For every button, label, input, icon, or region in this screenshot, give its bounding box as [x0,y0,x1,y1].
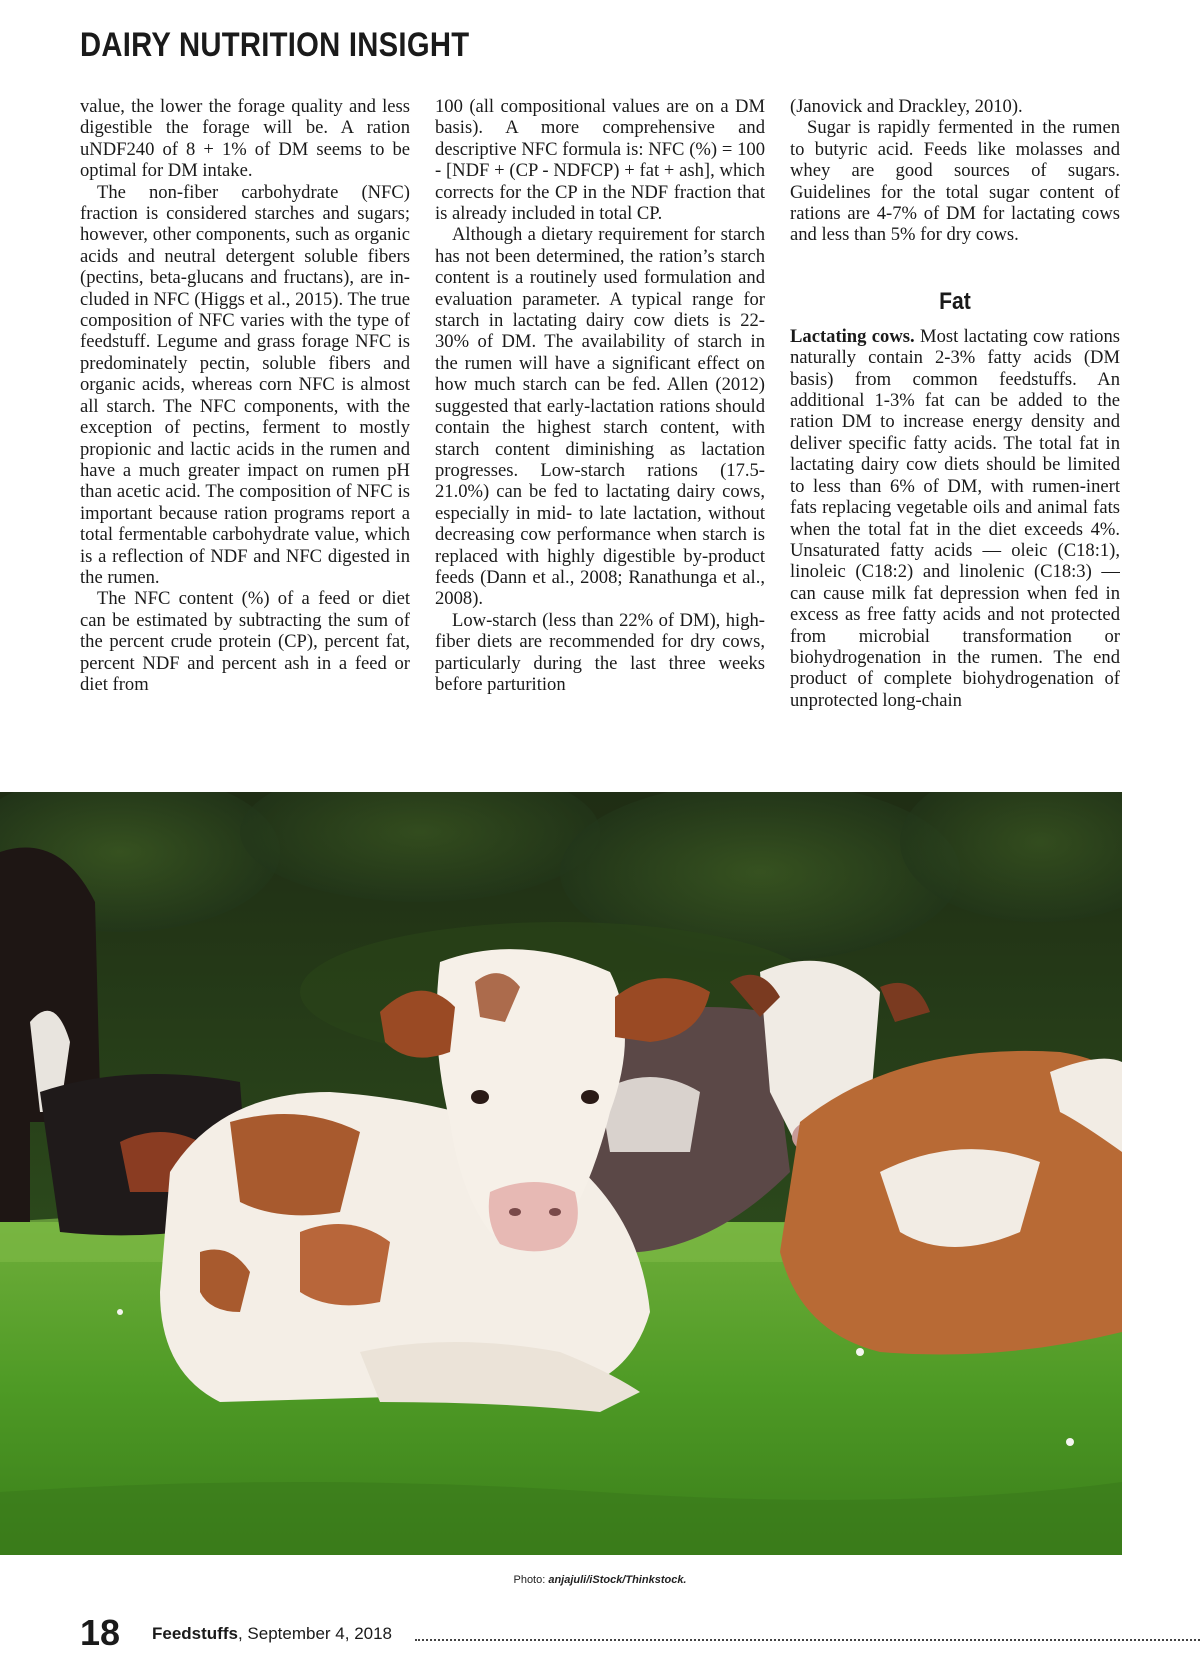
lactating-cows-lead: Lactating cows. [790,325,915,347]
fat-paragraph-text: Most lactating cow rations naturally contain 2-3% fatty acids (DM basis) from common feedstuffs. An additional 1-3% fat can be added to the ration DM to increase energy density and deliver specific fatty acids. The total fat in lactating dairy cow diets should be limited to less than 6% of DM, with rumen-inert fats replacing vegetable oils and animal fats when the total fat in the diet exceeds 4%. Unsaturated fatty acids — oleic (C18:1), linoleic (C18:2) and linolenic (C18:3) — can cause milk fat depression when fed in excess as free fatty acids and not protected from microbial transformation or biohydrogenation in the rumen. The end product of complete biohydrogenation of unprotected long-chain [790,325,1120,711]
dotted-leader [415,1639,1200,1641]
fat-paragraph [790,326,1120,711]
photo-credit-source: anjajuli/iStock/Thinkstock. [548,1574,687,1586]
paragraph: 100 (all compositional values are on a DM basis). A more comprehensive and descriptive NFC formula is: NFC (%) = 100 - [NDF + (CP - NDFCP) + fat + ash], which corrects for the CP in the NDF fraction that is already included in total CP. [435,96,765,225]
section-title: DAIRY NUTRITION INSIGHT [80,26,470,64]
issue-date: , September 4, 2018 [237,1624,393,1643]
paragraph: Low-starch (less than 22% of DM), high-fiber diets are recommended for dry cows, particularly during the last three weeks before parturition [435,609,765,695]
column-1 [80,96,410,780]
column-3 [790,96,1120,780]
paragraph: The non-fiber carbohydrate (NFC) fraction is considered starches and sugars; however, other components, such as organic acids and neutral detergent soluble fibers (pectins, beta-glucans and fructans), are included in NFC (Higgs et al., 2015). The true composition of NFC varies with the type of feedstuff. Legume and grass forage NFC is predominately pectin, soluble fibers and organic acids, whereas corn NFC is almost all starch. The NFC components, with the exception of pectins, ferment to mostly propionic and lactic acids in the rumen and have a much greater impact on rumen pH than acetic acid. The composition of NFC is important because ration programs report a total fermentable carbohydrate value, which is a reflection of NDF and NFC digested in the rumen. [80,181,410,588]
page-footer [80,1610,1200,1656]
paragraph: Sugar is rapidly fermented in the rumen to butyric acid. Feeds like molasses and whey are good sources of sugars. Guidelines for the total sugar content of rations are 4-7% of DM for lactating cows and less than 5% for dry cows. [790,117,1120,246]
paragraph: The NFC content (%) of a feed or diet can be estimated by subtracting the sum of the percent crude protein (CP), percent fat, percent NDF and percent ash in a feed or diet from [80,588,410,695]
paragraph: value, the lower the forage quality and less digestible the forage will be. A ration uNDF240 of 8 + 1% of DM seems to be optimal for DM intake. [80,96,410,182]
page-number: 18 [80,1612,121,1653]
photo-credit [0,1574,1200,1586]
article-body [80,96,1120,780]
cows-in-pasture-illustration [0,792,1122,1555]
publication-name: Feedstuffs [152,1624,238,1643]
paragraph: Although a dietary requirement for starch has not been determined, the ration’s starch content is a routinely used formulation and evaluation parameter. A typical range for starch in lactating dairy cow diets is 22-30% of DM. The availability of starch in the rumen will have a significant effect on how much starch can be fed. Allen (2012) suggested that early-lactation rations should contain the highest starch content, with starch content diminishing as lactation progresses. Low-starch rations (17.5-21.0%) can be fed to lactating dairy cows, especially in mid- to late lactation, without decreasing cow performance when starch is replaced with highly digestible by-product feeds (Dann et al., 2008; Ranathunga et al., 2008). [435,224,765,610]
paragraph: (Janovick and Drackley, 2010). [790,96,1023,117]
photo-credit-prefix: Photo: [513,1574,549,1586]
cows-photo [0,792,1122,1555]
fat-heading: Fat [939,287,971,315]
column-2 [435,96,765,780]
publication-info [152,1624,392,1644]
